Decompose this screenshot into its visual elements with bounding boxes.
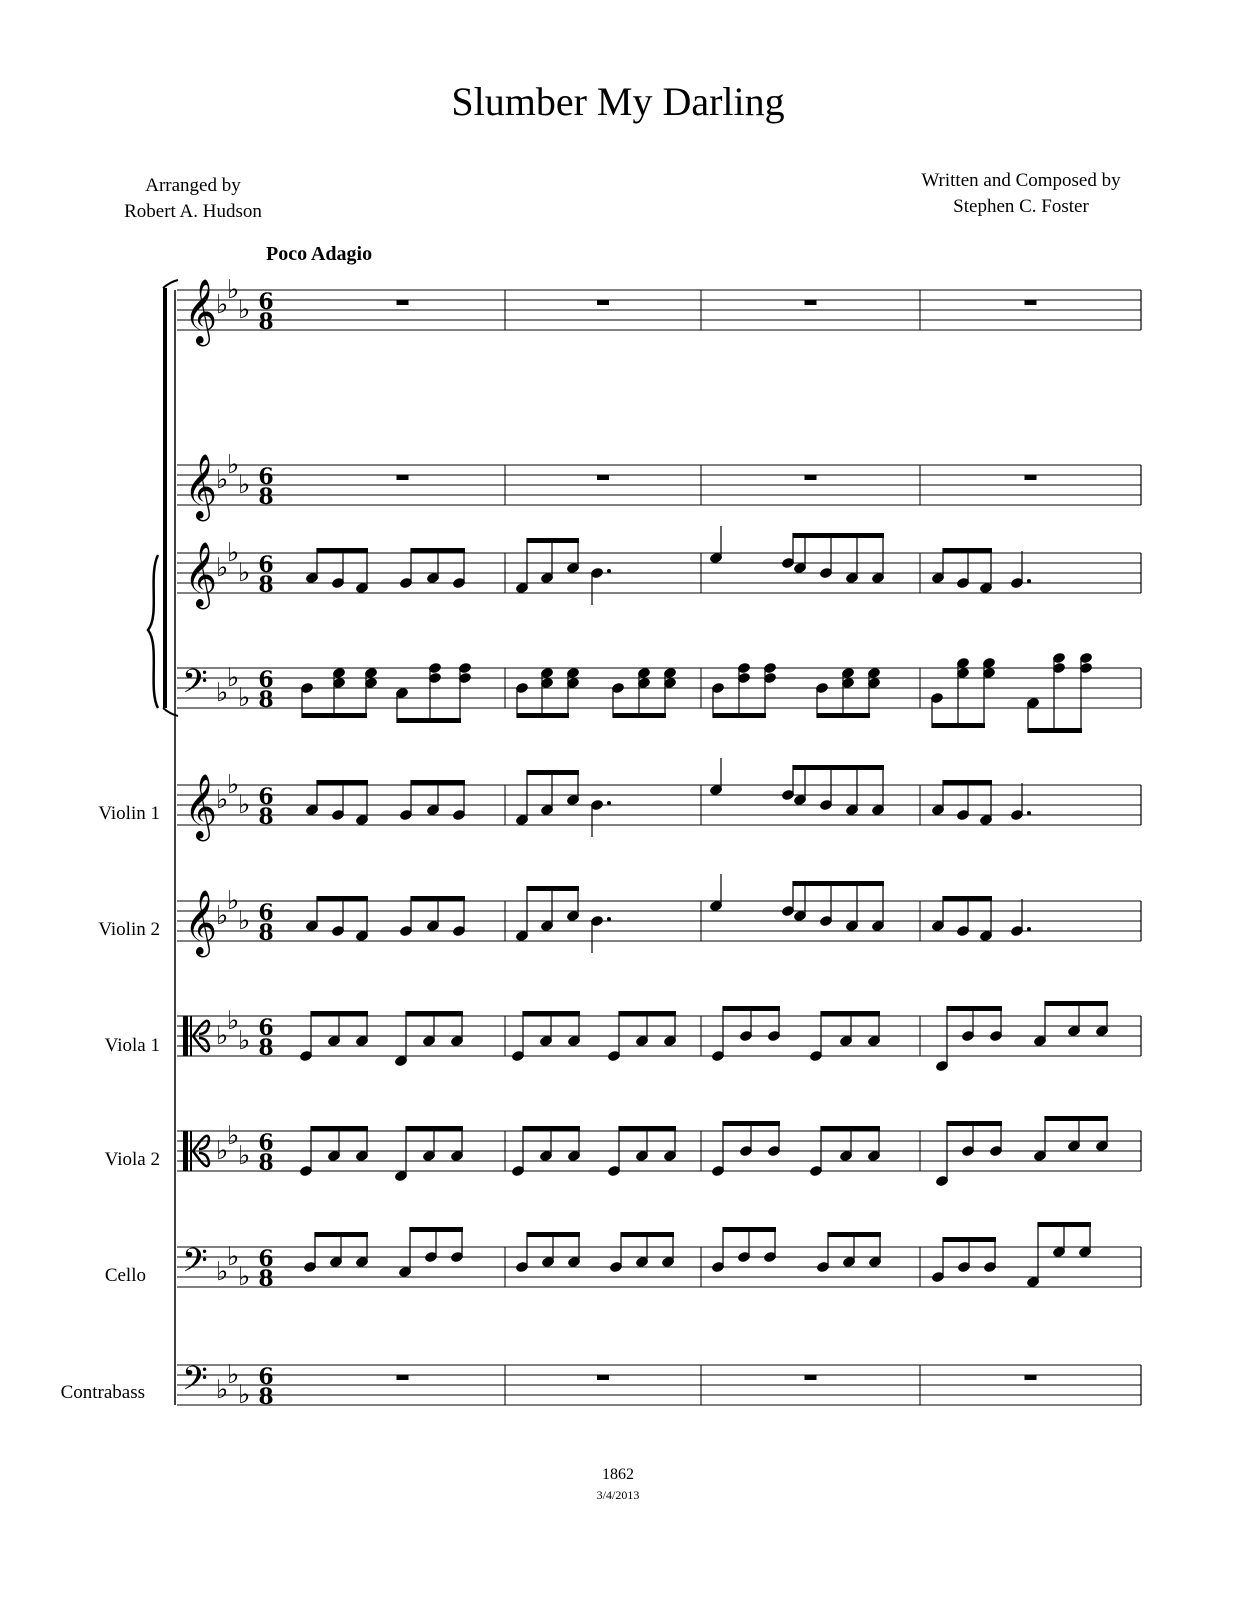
violin-1-staff (177, 758, 1141, 841)
accompaniment-group (398, 1227, 464, 1278)
note-beam (943, 780, 992, 785)
note-beam (821, 1126, 880, 1131)
viola-1-staff (177, 1001, 1141, 1072)
note-beam (723, 1006, 780, 1011)
alto-clef-bar (183, 1016, 188, 1056)
treble-clef-icon: 𝄞 (184, 542, 218, 607)
instrument-label-violin-1: Violin 1 (98, 803, 160, 824)
note-beam (317, 780, 368, 785)
whole-rest-icon (597, 1375, 609, 1380)
time-signature-numerator: 6 (258, 1015, 274, 1041)
bass-chord-group (300, 667, 378, 718)
whole-rest-icon (397, 300, 409, 305)
piano-brace (148, 555, 158, 708)
alto-clef-curve (193, 1136, 209, 1151)
flat-icon: ♭ (238, 1026, 251, 1056)
note-beam (619, 1126, 676, 1131)
flat-icon: ♭ (216, 678, 229, 708)
treble-clef-icon: 𝄞 (184, 774, 218, 839)
accompaniment-group (1033, 1001, 1109, 1047)
whole-rest-icon (597, 300, 609, 305)
note-beam (411, 780, 465, 785)
instrument-label-viola-2: Viola 2 (104, 1149, 160, 1170)
note-beam (817, 713, 870, 718)
whole-rest-icon (397, 475, 409, 480)
time-signature-numerator: 6 (258, 900, 274, 926)
accompaniment-group (931, 1237, 997, 1283)
time-signature-numerator: 6 (258, 1246, 274, 1272)
time-signature-numerator: 6 (258, 784, 274, 810)
note-beam (317, 896, 368, 901)
whole-rest-icon (597, 475, 609, 480)
time-signature-denominator: 8 (258, 1035, 274, 1061)
treble-clef-icon: 𝄞 (184, 454, 218, 519)
flat-icon: ♭ (227, 1006, 240, 1036)
melody-group (515, 538, 580, 594)
time-signature-denominator: 8 (258, 572, 274, 598)
note-beam (793, 881, 884, 886)
flat-icon: ♭ (227, 275, 240, 305)
quarter-note (709, 874, 723, 912)
time-signature-denominator: 8 (258, 1384, 274, 1410)
melody-group (931, 780, 993, 826)
whole-rest-icon (397, 1375, 409, 1380)
contrabass-staff (177, 1360, 1141, 1410)
whole-rest-icon (1025, 1375, 1037, 1380)
alto-clef-curve (193, 1151, 209, 1166)
accompaniment-group (809, 1011, 881, 1062)
flat-icon: ♭ (238, 295, 251, 325)
note-beam (315, 1232, 368, 1237)
accompaniment-group (1033, 1116, 1109, 1162)
instrument-label-viola-1: Viola 1 (104, 1035, 160, 1056)
bass-chord-group (815, 667, 881, 718)
time-signature-numerator: 6 (258, 289, 274, 315)
note-beam (828, 1232, 881, 1237)
augmentation-dot (607, 569, 611, 573)
note-beam (527, 770, 579, 775)
alto-clef-bar (183, 1131, 188, 1171)
time-signature-numerator: 6 (258, 552, 274, 578)
note-beam (613, 713, 666, 718)
alto-clef-bar (190, 1131, 192, 1171)
note-beam (411, 896, 465, 901)
time-signature-denominator: 8 (258, 484, 274, 510)
flat-icon: ♭ (227, 538, 240, 568)
note-beam (1038, 1222, 1091, 1227)
note-beam (943, 548, 992, 553)
note-beam (723, 1227, 776, 1232)
melody-group (305, 896, 369, 942)
alto-clef-curve (193, 1036, 209, 1051)
flat-icon: ♭ (238, 1141, 251, 1171)
flat-icon: ♭ (238, 1380, 251, 1410)
flat-icon: ♭ (238, 683, 251, 713)
whole-rest-icon (805, 300, 817, 305)
flat-icon: ♭ (238, 906, 251, 936)
note-beam (943, 896, 992, 901)
violin-2-staff (177, 874, 1141, 957)
note-beam (302, 713, 367, 718)
flat-icon: ♭ (227, 1121, 240, 1151)
bass-clef-icon: 𝄢 (182, 663, 208, 709)
flat-icon: ♭ (227, 770, 240, 800)
composer-name: Stephen C. Foster (953, 196, 1089, 217)
flat-icon: ♭ (216, 785, 229, 815)
note-beam (932, 723, 985, 728)
bass-clef-icon: 𝄢 (182, 1360, 208, 1406)
melody-group (781, 765, 885, 816)
whole-rest-icon (1025, 300, 1037, 305)
time-signature-denominator: 8 (258, 687, 274, 713)
bass-chord-group (395, 662, 472, 723)
note-beam (947, 1121, 1002, 1126)
flat-icon: ♭ (216, 901, 229, 931)
melody-group (305, 548, 369, 594)
note-beam (523, 1126, 580, 1131)
piano-left-hand-staff (177, 652, 1141, 733)
bass-chord-group (611, 667, 677, 718)
melody-group (781, 533, 885, 584)
treble-clef-icon: 𝄞 (184, 890, 218, 955)
melody-group (781, 881, 885, 932)
note-beam (793, 533, 884, 538)
bass-clef-icon: 𝄢 (182, 1242, 208, 1288)
composition-year: 1862 (602, 1466, 634, 1483)
note-beam (1045, 1116, 1108, 1121)
whole-rest-icon (805, 1375, 817, 1380)
staff-2 (177, 450, 1141, 521)
treble-clef-icon: 𝄞 (184, 279, 218, 344)
note-beam (619, 1011, 676, 1016)
accompaniment-group (809, 1126, 881, 1177)
alto-clef-bar (190, 1016, 192, 1056)
note-beam (411, 548, 465, 553)
note-beam (821, 1011, 880, 1016)
time-signature-numerator: 6 (258, 1130, 274, 1156)
note-beam (311, 1126, 368, 1131)
quarter-note (1010, 551, 1031, 589)
time-signature-denominator: 8 (258, 309, 274, 335)
flat-icon: ♭ (238, 790, 251, 820)
flat-icon: ♭ (238, 470, 251, 500)
instrument-label-cello: Cello (104, 1265, 146, 1286)
melody-group (931, 548, 993, 594)
whole-rest-icon (1025, 475, 1037, 480)
accompaniment-group (1026, 1222, 1092, 1288)
flat-icon: ♭ (227, 1242, 240, 1272)
tempo-marking: Poco Adagio (266, 243, 373, 265)
melody-group (515, 886, 580, 942)
cello-staff (177, 1222, 1141, 1292)
arranger-label: Arranged by (145, 175, 241, 196)
note-beam (406, 1011, 463, 1016)
flat-icon: ♭ (227, 886, 240, 916)
note-beam (410, 1227, 463, 1232)
flat-icon: ♭ (216, 553, 229, 583)
augmentation-dot (1027, 811, 1031, 815)
note-beam (713, 713, 766, 718)
viola-2-staff (177, 1116, 1141, 1187)
quarter-note (709, 758, 723, 796)
accompaniment-group (394, 1126, 464, 1182)
flat-icon: ♭ (227, 663, 240, 693)
accompaniment-group (511, 1011, 581, 1062)
score-title: Slumber My Darling (451, 79, 785, 124)
augmentation-dot (1027, 927, 1031, 931)
staff-1 (177, 275, 1141, 346)
melody-group (931, 896, 993, 942)
flat-icon: ♭ (216, 1021, 229, 1051)
note-beam (517, 713, 569, 718)
piano-right-hand-staff (177, 526, 1141, 609)
note-beam (523, 1011, 580, 1016)
note-beam (527, 886, 579, 891)
accompaniment-group (511, 1126, 581, 1177)
quarter-note (590, 915, 611, 953)
melody-group (305, 780, 369, 826)
flat-icon: ♭ (216, 465, 229, 495)
accompaniment-group (394, 1011, 464, 1067)
accompaniment-group (711, 1227, 777, 1273)
instrument-label-violin-2: Violin 2 (98, 919, 160, 940)
time-signature-denominator: 8 (258, 1150, 274, 1176)
quarter-note (709, 526, 723, 564)
time-signature-denominator: 8 (258, 1266, 274, 1292)
flat-icon: ♭ (216, 1136, 229, 1166)
time-signature-numerator: 6 (258, 464, 274, 490)
quarter-note (1010, 899, 1031, 937)
accompaniment-group (711, 1006, 781, 1062)
flat-icon: ♭ (227, 450, 240, 480)
note-beam (527, 538, 579, 543)
accompaniment-group (711, 1121, 781, 1177)
flat-icon: ♭ (238, 558, 251, 588)
note-beam (943, 1237, 996, 1242)
note-beam (311, 1011, 368, 1016)
time-signature-denominator: 8 (258, 920, 274, 946)
accompaniment-group (607, 1011, 677, 1062)
note-beam (621, 1232, 674, 1237)
note-beam (723, 1121, 780, 1126)
flat-icon: ♭ (216, 1375, 229, 1405)
instrument-label-contrabass: Contrabass (60, 1382, 145, 1403)
bass-chord-group (711, 662, 777, 718)
note-beam (317, 548, 368, 553)
augmentation-dot (1027, 579, 1031, 583)
quarter-note (1010, 783, 1031, 821)
augmentation-dot (607, 801, 611, 805)
note-beam (397, 718, 461, 723)
quarter-note (590, 567, 611, 605)
bracket-top-hook (163, 280, 178, 288)
time-signature-numerator: 6 (258, 1364, 274, 1390)
flat-icon: ♭ (238, 1262, 251, 1292)
bass-chord-group (515, 667, 580, 718)
note-beam (1028, 728, 1082, 733)
note-beam (527, 1232, 580, 1237)
melody-group (515, 770, 580, 826)
accompaniment-group (299, 1011, 369, 1062)
quarter-note (590, 799, 611, 837)
time-signature-denominator: 8 (258, 804, 274, 830)
whole-rest-icon (805, 475, 817, 480)
bass-chord-group (930, 657, 996, 728)
time-signature-numerator: 6 (258, 667, 274, 693)
alto-clef-curve (193, 1021, 209, 1036)
flat-icon: ♭ (227, 1360, 240, 1390)
note-beam (947, 1006, 1002, 1011)
accompaniment-group (607, 1126, 677, 1177)
augmentation-dot (607, 917, 611, 921)
note-beam (1045, 1001, 1108, 1006)
note-beam (406, 1126, 463, 1131)
print-date: 3/4/2013 (596, 1488, 640, 1502)
note-beam (793, 765, 884, 770)
system-bracket (163, 288, 167, 708)
flat-icon: ♭ (216, 290, 229, 320)
accompaniment-group (299, 1126, 369, 1177)
composer-label: Written and Composed by (921, 170, 1121, 191)
arranger-name: Robert A. Hudson (124, 201, 262, 222)
flat-icon: ♭ (216, 1257, 229, 1287)
